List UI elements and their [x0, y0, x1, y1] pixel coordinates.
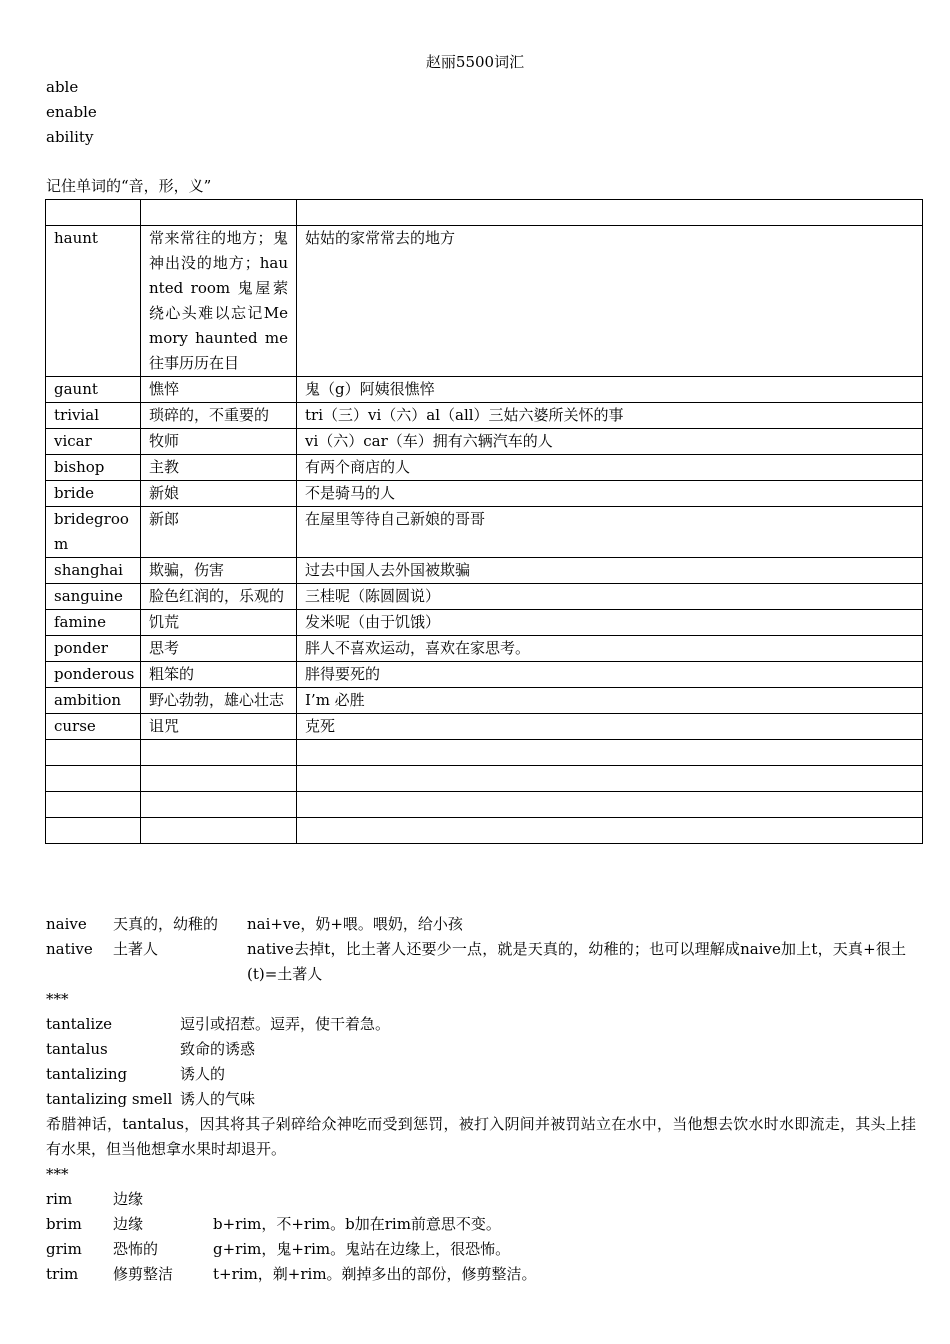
myth-note: 希腊神话，tantalus，因其将其子剁碎给众神吃而受到惩罚，被打入阴间并被罚站立在水中，当他想去饮水时水即流走，其头上挂有水果，但当他想拿水果时却退开。 [46, 1115, 916, 1158]
meaning-cell: 新娘 [141, 481, 297, 507]
mnemonic-cell: 过去中国人去外国被欺骗 [297, 558, 923, 584]
word-cell: bridegroom [46, 507, 141, 558]
meaning-cell: 牧师 [141, 429, 297, 455]
entry-meaning: 诱人的 [180, 1065, 226, 1083]
table-row [46, 403, 923, 429]
list-item [46, 912, 926, 937]
meaning-cell: 野心勃勃，雄心壮志 [141, 688, 297, 714]
word-cell: famine [46, 610, 141, 636]
table-row [46, 766, 923, 792]
intro-word: able [46, 78, 79, 96]
meaning-cell: 脸色红润的，乐观的 [141, 584, 297, 610]
entry-meaning: 边缘 [113, 1190, 144, 1208]
table-row [46, 455, 923, 481]
word-cell [46, 792, 141, 818]
mnemonic-cell: tri（三）vi（六）al（all）三姑六婆所关怀的事 [297, 403, 923, 429]
mnemonic-cell [297, 792, 923, 818]
table-row [46, 226, 923, 377]
meaning-cell: 主教 [141, 455, 297, 481]
table-row [46, 636, 923, 662]
word-cell: ambition [46, 688, 141, 714]
entry-word: naive [46, 915, 87, 933]
table-row [46, 818, 923, 844]
list-item [46, 1212, 926, 1237]
word-cell: gaunt [46, 377, 141, 403]
entry-note: nai+ve，奶+喂。喂奶，给小孩 [247, 915, 463, 933]
word-cell: ponderous [46, 662, 141, 688]
word-cell: curse [46, 714, 141, 740]
meaning-cell: 琐碎的，不重要的 [141, 403, 297, 429]
meaning-cell [141, 792, 297, 818]
mnemonic-cell: 三桂呢（陈圆圆说） [297, 584, 923, 610]
word-cell [46, 818, 141, 844]
entry-meaning: 边缘 [113, 1215, 144, 1233]
meaning-cell [141, 740, 297, 766]
vocab-table [45, 199, 923, 844]
naive-section [46, 912, 926, 1012]
entry-word: brim [46, 1215, 82, 1233]
meaning-cell: 饥荒 [141, 610, 297, 636]
list-item [46, 1012, 926, 1037]
meaning-cell [141, 818, 297, 844]
mnemonic-cell: 鬼（g）阿姨很憔悴 [297, 377, 923, 403]
word-cell: trivial [46, 403, 141, 429]
table-row [46, 200, 923, 226]
mnemonic-cell: 有两个商店的人 [297, 455, 923, 481]
mnemonic-cell [297, 740, 923, 766]
list-item [46, 937, 926, 987]
mnemonic-cell: 胖人不喜欢运动，喜欢在家思考。 [297, 636, 923, 662]
entry-meaning: 土著人 [113, 940, 159, 958]
word-cell [46, 200, 141, 226]
list-item [46, 1037, 926, 1062]
meaning-cell: 诅咒 [141, 714, 297, 740]
separator: *** [46, 990, 69, 1008]
mnemonic-cell: 姑姑的家常常去的地方 [297, 226, 923, 377]
separator: *** [46, 1165, 69, 1183]
word-cell [46, 766, 141, 792]
meaning-cell: 憔悴 [141, 377, 297, 403]
mnemonic-cell: 克死 [297, 714, 923, 740]
meaning-cell: 粗笨的 [141, 662, 297, 688]
table-row [46, 481, 923, 507]
meaning-cell [141, 766, 297, 792]
entry-meaning: 诱人的气味 [180, 1090, 256, 1108]
table-row [46, 584, 923, 610]
table-row [46, 688, 923, 714]
meaning-cell: 欺骗，伤害 [141, 558, 297, 584]
rim-section [46, 1187, 926, 1287]
meaning-cell: 常来常往的地方；鬼神出没的地方；haunted room 鬼屋萦绕心头难以忘记Memory haunted me往事历历在目 [141, 226, 297, 377]
word-cell: vicar [46, 429, 141, 455]
mnemonic-cell: 在屋里等待自己新娘的哥哥 [297, 507, 923, 558]
mnemonic-cell [297, 766, 923, 792]
table-row [46, 558, 923, 584]
meaning-cell: 新郎 [141, 507, 297, 558]
entry-word: trim [46, 1265, 79, 1283]
word-cell: bride [46, 481, 141, 507]
table-row [46, 507, 923, 558]
list-item [46, 1237, 926, 1262]
entry-note: t+rim，剃+rim。剃掉多出的部份，修剪整洁。 [213, 1265, 537, 1283]
intro-word: enable [46, 103, 97, 121]
word-cell: haunt [46, 226, 141, 377]
entry-meaning: 致命的诱惑 [180, 1040, 256, 1058]
document-title: 赵丽5500词汇 [425, 53, 525, 71]
table-row [46, 610, 923, 636]
meaning-cell: 思考 [141, 636, 297, 662]
table-row [46, 792, 923, 818]
mnemonic-cell: vi（六）car（车）拥有六辆汽车的人 [297, 429, 923, 455]
table-row [46, 662, 923, 688]
entry-meaning: 恐怖的 [113, 1240, 159, 1258]
entry-word: native [46, 940, 93, 958]
mnemonic-cell: 胖得要死的 [297, 662, 923, 688]
word-cell: bishop [46, 455, 141, 481]
list-item [46, 1087, 926, 1112]
list-item [46, 1262, 926, 1287]
table-row [46, 429, 923, 455]
list-item [46, 1062, 926, 1087]
mnemonic-cell [297, 818, 923, 844]
word-cell: sanguine [46, 584, 141, 610]
mnemonic-cell: I’m 必胜 [297, 688, 923, 714]
table-row [46, 740, 923, 766]
word-cell [46, 740, 141, 766]
list-item [46, 1187, 926, 1212]
entry-word: rim [46, 1190, 73, 1208]
entry-word: grim [46, 1240, 82, 1258]
table-row [46, 714, 923, 740]
entry-note: g+rim，鬼+rim。鬼站在边缘上，很恐怖。 [213, 1240, 511, 1258]
intro-word: ability [46, 128, 94, 146]
entry-meaning: 修剪整洁 [113, 1265, 174, 1283]
entry-word: tantalizing smell [46, 1090, 173, 1108]
memo-heading: 记住单词的“音，形，义” [46, 177, 212, 195]
entry-word: tantalizing [46, 1065, 128, 1083]
entry-note: native去掉t，比土著人还要少一点，就是天真的，幼稚的；也可以理解成naive加上t，天真+很土(t)=土著人 [247, 940, 906, 983]
entry-word: tantalize [46, 1015, 112, 1033]
entry-note: b+rim，不+rim。b加在rim前意思不变。 [213, 1215, 501, 1233]
mnemonic-cell: 不是骑马的人 [297, 481, 923, 507]
entry-word: tantalus [46, 1040, 108, 1058]
mnemonic-cell [297, 200, 923, 226]
entry-meaning: 逗引或招惹。逗弄，使干着急。 [180, 1015, 391, 1033]
mnemonic-cell: 发米呢（由于饥饿） [297, 610, 923, 636]
word-cell: ponder [46, 636, 141, 662]
meaning-cell [141, 200, 297, 226]
table-row [46, 377, 923, 403]
tantalize-section [46, 1012, 926, 1187]
entry-meaning: 天真的，幼稚的 [113, 915, 219, 933]
word-cell: shanghai [46, 558, 141, 584]
